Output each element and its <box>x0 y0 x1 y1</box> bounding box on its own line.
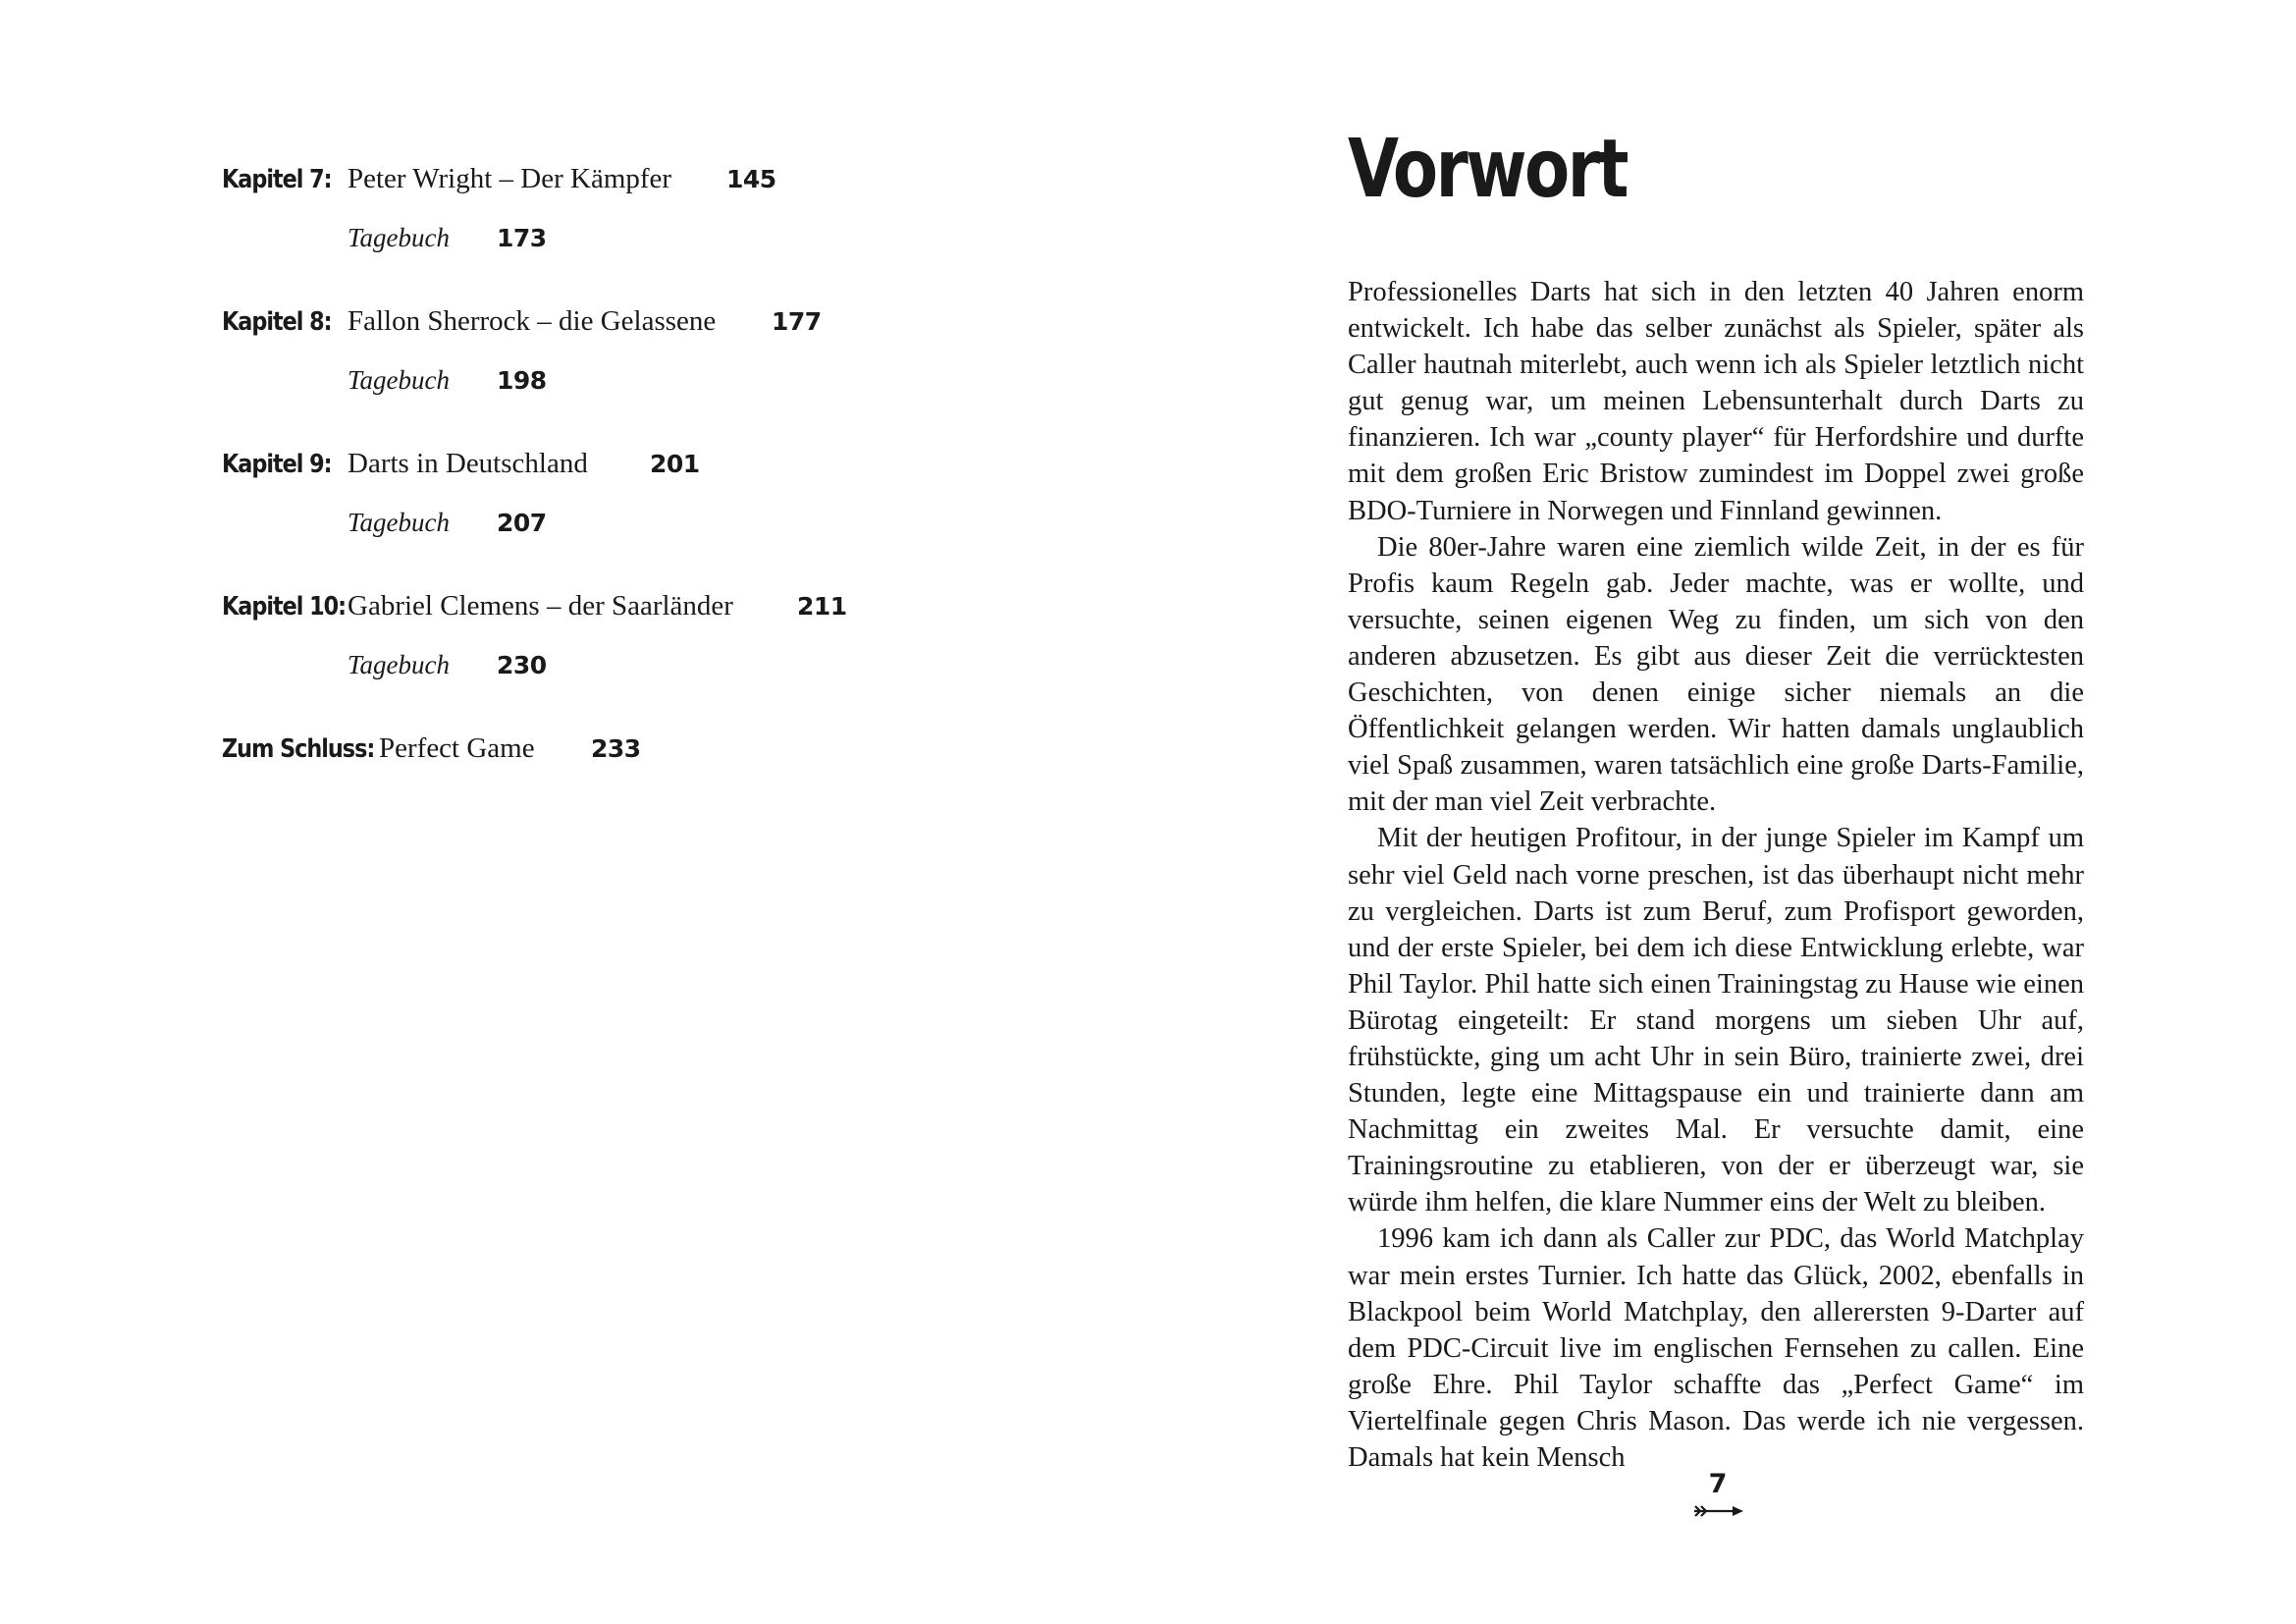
toc-chapter-label: Kapitel 8: <box>222 307 332 337</box>
toc-diary-line <box>347 643 547 686</box>
toc-diary-line <box>347 358 547 402</box>
toc-page-number: 177 <box>772 307 822 336</box>
toc-diary-line <box>347 216 547 259</box>
toc-diary-page-number: 173 <box>497 224 547 252</box>
toc-chapter-label: Kapitel 10: <box>222 592 347 622</box>
body-paragraph: Mit der heutigen Profitour, in der junge Spieler im Kampf um sehr viel Geld nach vorne preschen, ist das überhaupt nicht mehr zu vergleichen. Darts ist zum Beruf, zum Profisport geworden, und der erste Spieler, bei dem ich diese Entwicklung erlebte, war Phil Taylor. Phil hatte sich einen Trainingstag zu Hause wie einen Bürotag eingeteilt: Er stand morgens um sieben Uhr auf, frühstückte, ging um acht Uhr in sein Büro, trainierte zwei, drei Stunden, legte eine Mittagspause ein und trainierte dann am Nachmittag ein zweites Mal. Er versuchte damit, eine Trainingsroutine zu etablieren, von der er überzeugt war, sie würde ihm helfen, die klare Nummer eins der Welt zu bleiben. <box>1348 823 2084 1218</box>
toc-diary-page-number: 230 <box>497 651 547 679</box>
toc-page-number: 145 <box>726 165 776 193</box>
toc-chapter-title: Darts in Deutschland <box>347 448 588 479</box>
toc-chapter-label: Zum Schluss: <box>222 734 375 764</box>
toc-page-number: 233 <box>591 734 641 763</box>
toc-chapter-line <box>222 157 776 200</box>
toc-entry <box>222 299 1105 442</box>
page-number: 7 <box>1708 1469 1728 1499</box>
body-paragraph: 1996 kam ich dann als Caller zur PDC, das World Matchplay war mein erstes Turnier. Ich hatte das Glück, 2002, ebenfalls in Blackpool beim World Matchplay, den allerersten 9-Darter auf dem PDC-Circuit live im englischen Fernsehen zu callen. Eine große Ehre. Phil Taylor schaffte das „Perfect Game“ im Viertelfinale gegen Chris Mason. Das werde ich nie vergessen. Damals hat kein Mensch <box>1348 1223 2084 1473</box>
page-folio <box>1688 1470 1747 1519</box>
toc-chapter-line <box>222 442 700 485</box>
toc-diary-label: Tagebuch <box>347 650 451 679</box>
toc-chapter-title: Gabriel Clemens – der Saarländer <box>347 590 733 622</box>
toc-chapter-title: Fallon Sherrock – die Gelassene <box>347 305 717 337</box>
body-paragraph: Die 80er-Jahre waren eine ziemlich wilde Zeit, in der es für Profis kaum Regeln gab. Jeder machte, was er wollte, und versuchte, seinen eigenen Weg zu finden, um sich von den anderen abzusetzen. Es gibt aus dieser Zeit die verrücktesten Geschichten, von denen einige sicher niemals an die Öffentlichkeit gelangen werden. Wir hatten damals unglaublich viel Spaß zusammen, waren tatsächlich eine große Darts-Familie, mit der man viel Zeit verbrachte. <box>1348 531 2084 818</box>
toc-chapter-title: Perfect Game <box>379 732 535 764</box>
toc-page-number: 211 <box>797 592 847 621</box>
toc-page-number: 201 <box>650 450 700 478</box>
body-paragraph: Professionelles Darts hat sich in den letzten 40 Jahren enorm entwickelt. Ich habe das selber zunächst als Spieler, später als Caller hautnah miterlebt, auch wenn ich als Spieler letztlich nicht gut genug war, um meinen Lebensunterhalt durch Darts zu finanzieren. Ich war „county player“ für Herfordshire und durfte mit dem großen Eric Bristow zumindest im Doppel zwei große BDO-Turniere in Norwegen und Finnland gewinnen. <box>1348 277 2084 526</box>
toc-diary-page-number: 207 <box>497 509 547 537</box>
toc-chapter-line <box>222 299 822 343</box>
toc-diary-label: Tagebuch <box>347 223 451 252</box>
toc-chapter-line <box>222 584 847 627</box>
toc-entry <box>222 157 1105 299</box>
chapter-title: Vorwort <box>1348 123 1628 216</box>
dart-arrow-icon <box>1692 1503 1743 1519</box>
toc-entry <box>222 442 1105 584</box>
toc-diary-label: Tagebuch <box>347 365 451 395</box>
table-of-contents <box>222 157 1105 805</box>
toc-chapter-title: Peter Wright – Der Kämpfer <box>347 163 672 194</box>
toc-entry <box>222 584 1105 727</box>
toc-entry <box>222 727 1105 805</box>
toc-chapter-label: Kapitel 7: <box>222 165 332 194</box>
toc-diary-page-number: 198 <box>497 366 547 395</box>
toc-diary-label: Tagebuch <box>347 508 451 537</box>
toc-chapter-line <box>222 727 641 770</box>
chapter-body <box>1348 274 2084 1476</box>
toc-chapter-label: Kapitel 9: <box>222 450 332 479</box>
toc-diary-line <box>347 501 547 544</box>
